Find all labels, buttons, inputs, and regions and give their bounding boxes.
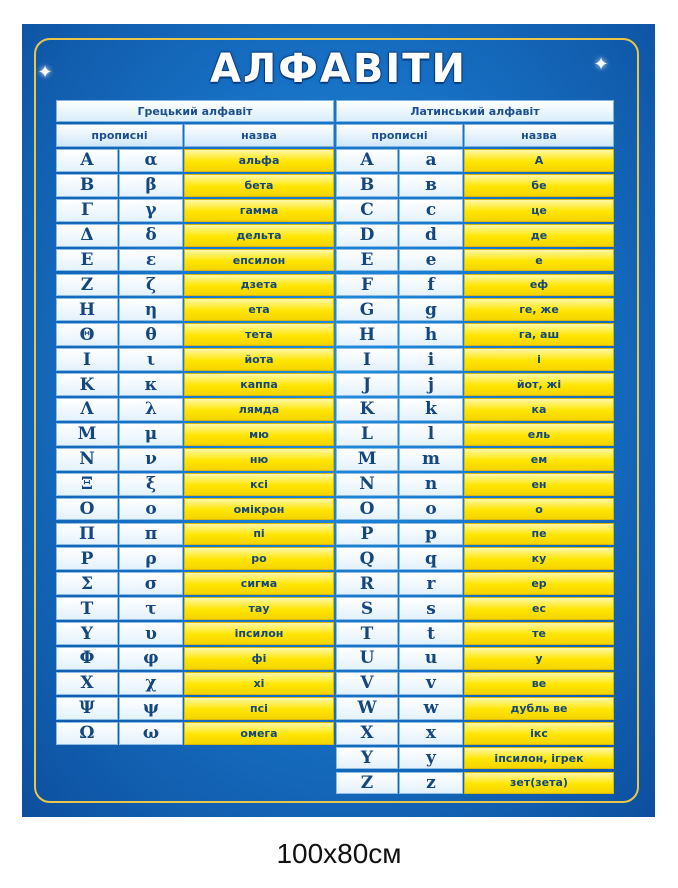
- latin-lowercase-letter: c: [399, 199, 463, 222]
- latin-lowercase-letter: j: [399, 373, 463, 396]
- latin-letter-name: ве: [464, 672, 614, 695]
- latin-letter-name: це: [464, 199, 614, 222]
- latin-lowercase-letter: h: [399, 323, 463, 346]
- latin-letter-name: е: [464, 249, 614, 272]
- latin-letter-name: ге, же: [464, 298, 614, 321]
- latin-letter-name: А: [464, 149, 614, 172]
- greek-letter-name: ро: [184, 547, 334, 570]
- greek-lowercase-letter: δ: [119, 224, 183, 247]
- latin-col-name-header: назва: [464, 124, 614, 147]
- latin-lowercase-letter: m: [399, 448, 463, 471]
- latin-lowercase-letter: p: [399, 523, 463, 546]
- greek-letter-name: тета: [184, 323, 334, 346]
- greek-letter-name: іпсилон: [184, 622, 334, 645]
- greek-letter-name: ню: [184, 448, 334, 471]
- latin-uppercase-letter: L: [336, 423, 398, 446]
- latin-letter-name: ка: [464, 398, 614, 421]
- greek-lowercase-letter: υ: [119, 622, 183, 645]
- greek-uppercase-letter: Ι: [56, 348, 118, 371]
- latin-uppercase-letter: T: [336, 622, 398, 645]
- greek-letter-name: тау: [184, 597, 334, 620]
- greek-letter-name: фі: [184, 647, 334, 670]
- latin-letter-name: ер: [464, 572, 614, 595]
- latin-lowercase-letter: i: [399, 348, 463, 371]
- latin-letter-name: іпсилон, ігрек: [464, 747, 614, 770]
- latin-uppercase-letter: E: [336, 249, 398, 272]
- greek-uppercase-letter: Ω: [56, 722, 118, 745]
- latin-uppercase-letter: V: [336, 672, 398, 695]
- latin-letter-name: зет(зета): [464, 772, 614, 795]
- latin-uppercase-letter: Q: [336, 547, 398, 570]
- latin-uppercase-letter: W: [336, 697, 398, 720]
- latin-uppercase-letter: A: [336, 149, 398, 172]
- greek-lowercase-letter: χ: [119, 672, 183, 695]
- latin-uppercase-letter: Z: [336, 772, 398, 795]
- latin-letter-name: у: [464, 647, 614, 670]
- greek-lowercase-letter: β: [119, 174, 183, 197]
- latin-lowercase-letter: e: [399, 249, 463, 272]
- greek-col-name-header: назва: [184, 124, 334, 147]
- latin-lowercase-letter: n: [399, 473, 463, 496]
- greek-uppercase-letter: Ρ: [56, 547, 118, 570]
- greek-uppercase-letter: Π: [56, 523, 118, 546]
- greek-uppercase-letter: Δ: [56, 224, 118, 247]
- greek-letter-name: пі: [184, 523, 334, 546]
- greek-letter-name: ета: [184, 298, 334, 321]
- greek-letter-name: бета: [184, 174, 334, 197]
- latin-letter-name: о: [464, 498, 614, 521]
- latin-letter-name: де: [464, 224, 614, 247]
- latin-lowercase-letter: f: [399, 274, 463, 297]
- latin-letter-name: те: [464, 622, 614, 645]
- greek-uppercase-letter: Λ: [56, 398, 118, 421]
- greek-uppercase-letter: Ζ: [56, 274, 118, 297]
- latin-lowercase-letter: k: [399, 398, 463, 421]
- latin-lowercase-letter: o: [399, 498, 463, 521]
- greek-letter-name: хі: [184, 672, 334, 695]
- latin-letter-name: ем: [464, 448, 614, 471]
- latin-uppercase-letter: M: [336, 448, 398, 471]
- greek-letter-name: дзета: [184, 274, 334, 297]
- greek-uppercase-letter: Α: [56, 149, 118, 172]
- greek-lowercase-letter: γ: [119, 199, 183, 222]
- latin-col-upper-header: прописні: [336, 124, 463, 147]
- latin-letter-name: ель: [464, 423, 614, 446]
- greek-uppercase-letter: Ε: [56, 249, 118, 272]
- latin-letter-name: ен: [464, 473, 614, 496]
- poster-size-label: 100x80см: [276, 838, 402, 869]
- greek-uppercase-letter: Θ: [56, 323, 118, 346]
- greek-lowercase-letter: ρ: [119, 547, 183, 570]
- latin-letter-name: і: [464, 348, 614, 371]
- greek-uppercase-letter: Χ: [56, 672, 118, 695]
- latin-lowercase-letter: d: [399, 224, 463, 247]
- greek-uppercase-letter: Σ: [56, 572, 118, 595]
- greek-header: Грецький алфавіт: [56, 100, 334, 122]
- latin-lowercase-letter: z: [399, 772, 463, 795]
- greek-lowercase-letter: ω: [119, 722, 183, 745]
- greek-letter-name: каппа: [184, 373, 334, 396]
- greek-uppercase-letter: Η: [56, 298, 118, 321]
- greek-lowercase-letter: φ: [119, 647, 183, 670]
- greek-uppercase-letter: Ν: [56, 448, 118, 471]
- greek-lowercase-letter: κ: [119, 373, 183, 396]
- latin-lowercase-letter: q: [399, 547, 463, 570]
- latin-uppercase-letter: P: [336, 523, 398, 546]
- latin-lowercase-letter: t: [399, 622, 463, 645]
- latin-uppercase-letter: Y: [336, 747, 398, 770]
- latin-letter-name: пе: [464, 523, 614, 546]
- greek-letter-name: дельта: [184, 224, 334, 247]
- greek-lowercase-letter: ψ: [119, 697, 183, 720]
- greek-lowercase-letter: ι: [119, 348, 183, 371]
- greek-uppercase-letter: Φ: [56, 647, 118, 670]
- greek-lowercase-letter: π: [119, 523, 183, 546]
- greek-uppercase-letter: Ξ: [56, 473, 118, 496]
- latin-lowercase-letter: u: [399, 647, 463, 670]
- latin-lowercase-letter: x: [399, 722, 463, 745]
- sparkle-icon: ✦: [593, 54, 609, 75]
- greek-lowercase-letter: ν: [119, 448, 183, 471]
- latin-lowercase-letter: a: [399, 149, 463, 172]
- greek-letter-name: ксі: [184, 473, 334, 496]
- latin-lowercase-letter: l: [399, 423, 463, 446]
- latin-uppercase-letter: K: [336, 398, 398, 421]
- latin-letter-name: йот, жі: [464, 373, 614, 396]
- greek-uppercase-letter: Μ: [56, 423, 118, 446]
- greek-letter-name: омікрон: [184, 498, 334, 521]
- latin-uppercase-letter: G: [336, 298, 398, 321]
- latin-uppercase-letter: F: [336, 274, 398, 297]
- poster-title: АЛФАВІТИ: [210, 46, 467, 92]
- latin-uppercase-letter: C: [336, 199, 398, 222]
- latin-letter-name: ес: [464, 597, 614, 620]
- latin-uppercase-letter: S: [336, 597, 398, 620]
- greek-lowercase-letter: τ: [119, 597, 183, 620]
- latin-uppercase-letter: B: [336, 174, 398, 197]
- latin-letter-name: ку: [464, 547, 614, 570]
- latin-lowercase-letter: s: [399, 597, 463, 620]
- greek-lowercase-letter: ε: [119, 249, 183, 272]
- greek-letter-name: йота: [184, 348, 334, 371]
- greek-uppercase-letter: Τ: [56, 597, 118, 620]
- sparkle-icon: ✦: [37, 62, 53, 83]
- latin-lowercase-letter: y: [399, 747, 463, 770]
- latin-lowercase-letter: в: [399, 174, 463, 197]
- latin-letter-name: бе: [464, 174, 614, 197]
- latin-uppercase-letter: J: [336, 373, 398, 396]
- greek-letter-name: псі: [184, 697, 334, 720]
- greek-uppercase-letter: Κ: [56, 373, 118, 396]
- greek-lowercase-letter: μ: [119, 423, 183, 446]
- greek-letter-name: епсилон: [184, 249, 334, 272]
- greek-letter-name: омега: [184, 722, 334, 745]
- greek-uppercase-letter: Ψ: [56, 697, 118, 720]
- greek-uppercase-letter: Β: [56, 174, 118, 197]
- greek-lowercase-letter: λ: [119, 398, 183, 421]
- greek-lowercase-letter: ο: [119, 498, 183, 521]
- latin-lowercase-letter: v: [399, 672, 463, 695]
- latin-lowercase-letter: w: [399, 697, 463, 720]
- greek-uppercase-letter: Γ: [56, 199, 118, 222]
- greek-letter-name: мю: [184, 423, 334, 446]
- greek-letter-name: гамма: [184, 199, 334, 222]
- greek-lowercase-letter: ξ: [119, 473, 183, 496]
- latin-uppercase-letter: O: [336, 498, 398, 521]
- latin-header: Латинський алфавіт: [336, 100, 614, 122]
- greek-letter-name: сигма: [184, 572, 334, 595]
- greek-lowercase-letter: ζ: [119, 274, 183, 297]
- greek-uppercase-letter: Υ: [56, 622, 118, 645]
- latin-lowercase-letter: g: [399, 298, 463, 321]
- latin-letter-name: дубль ве: [464, 697, 614, 720]
- latin-uppercase-letter: R: [336, 572, 398, 595]
- latin-lowercase-letter: r: [399, 572, 463, 595]
- alphabet-poster: [22, 24, 655, 817]
- latin-uppercase-letter: N: [336, 473, 398, 496]
- greek-letter-name: альфа: [184, 149, 334, 172]
- latin-letter-name: ікс: [464, 722, 614, 745]
- greek-lowercase-letter: θ: [119, 323, 183, 346]
- greek-lowercase-letter: η: [119, 298, 183, 321]
- latin-letter-name: еф: [464, 274, 614, 297]
- latin-uppercase-letter: H: [336, 323, 398, 346]
- latin-uppercase-letter: U: [336, 647, 398, 670]
- greek-col-upper-header: прописні: [56, 124, 183, 147]
- greek-letter-name: лямда: [184, 398, 334, 421]
- greek-lowercase-letter: α: [119, 149, 183, 172]
- latin-letter-name: га, аш: [464, 323, 614, 346]
- greek-uppercase-letter: Ο: [56, 498, 118, 521]
- latin-uppercase-letter: X: [336, 722, 398, 745]
- latin-uppercase-letter: I: [336, 348, 398, 371]
- latin-uppercase-letter: D: [336, 224, 398, 247]
- greek-lowercase-letter: σ: [119, 572, 183, 595]
